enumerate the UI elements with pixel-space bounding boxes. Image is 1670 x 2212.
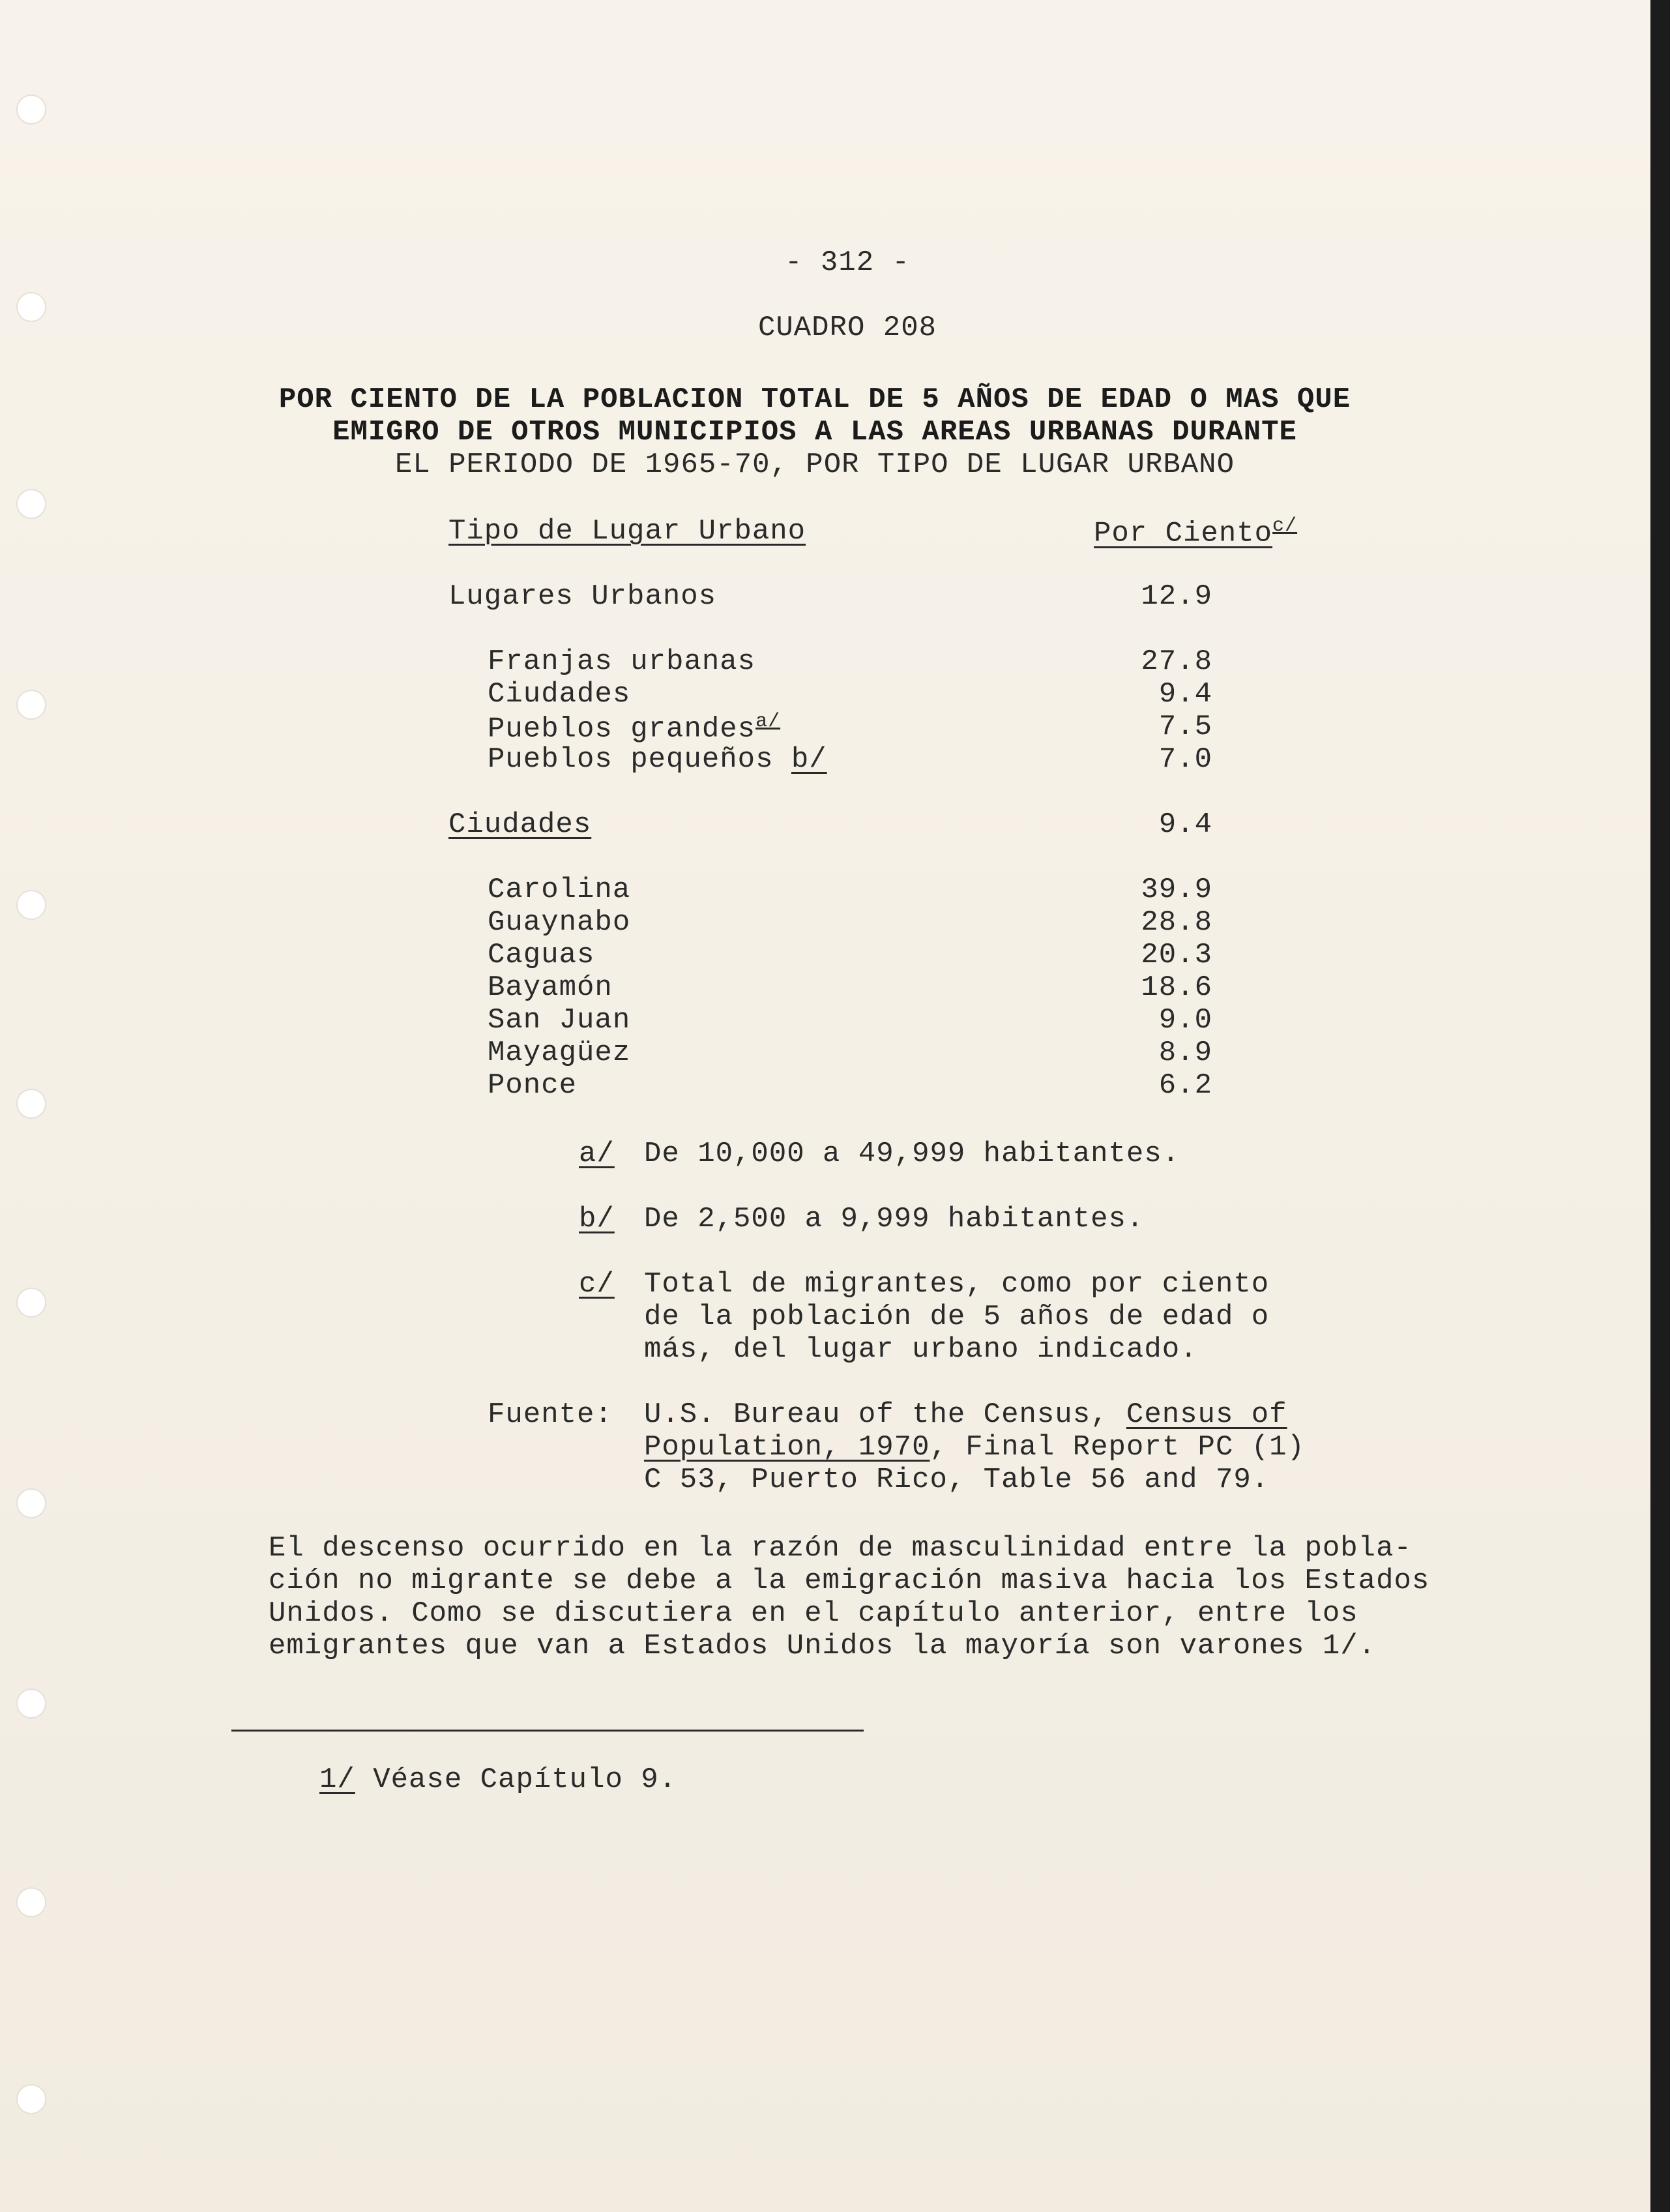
row-label: Ponce <box>488 1069 578 1102</box>
row-value: 9.4 <box>1158 678 1212 711</box>
row-value: 9.0 <box>1158 1004 1212 1037</box>
source-line <box>644 1398 1287 1431</box>
row-label: Bayamón <box>488 971 613 1004</box>
note-text: Total de migrantes, como por ciento <box>644 1268 1270 1301</box>
row-label-lugares-urbanos: Lugares Urbanos <box>448 580 717 613</box>
row-label: Pueblos pequeños <box>488 743 791 776</box>
row-label: Guaynabo <box>488 906 631 939</box>
footnote-ref-c: c/ <box>1272 515 1298 537</box>
paragraph-line: El descenso ocurrido en la razón de masculinidad entre la pobla- <box>269 1532 1412 1565</box>
footnote-text: Véase Capítulo 9. <box>373 1763 677 1796</box>
source-label: Fuente: <box>488 1398 613 1431</box>
row-value: 27.8 <box>1141 645 1212 678</box>
binder-hole <box>16 1089 46 1119</box>
row-value: 28.8 <box>1141 906 1212 939</box>
table-id: CUADRO 208 <box>757 312 937 344</box>
row-value: 9.4 <box>1158 808 1212 841</box>
scan-edge <box>1650 0 1670 2212</box>
row-label: Caguas <box>488 939 595 971</box>
column-header-por-ciento <box>1094 515 1297 550</box>
binder-hole <box>16 1887 46 1917</box>
row-label-ciudades: Ciudades <box>448 808 592 841</box>
table-title-line: EL PERIODO DE 1965-70, POR TIPO DE LUGAR URBANO <box>394 449 1235 481</box>
source-text: U.S. Bureau of the Census, <box>644 1398 1126 1431</box>
row-value: 7.0 <box>1158 743 1212 776</box>
footnote-ref-b: b/ <box>791 743 827 776</box>
binder-hole <box>16 2084 46 2114</box>
note-mark-a: a/ <box>579 1138 615 1170</box>
note-mark-b: b/ <box>579 1203 615 1235</box>
table-title-line: EMIGRO DE OTROS MUNICIPIOS A LAS AREAS URBANAS DURANTE <box>332 416 1297 449</box>
binder-hole <box>16 1288 46 1318</box>
column-header-tipo: Tipo de Lugar Urbano <box>448 515 806 548</box>
note-text: de la población de 5 años de edad o <box>644 1301 1270 1333</box>
binder-hole <box>16 890 46 920</box>
row-value: 8.9 <box>1158 1037 1212 1069</box>
footnote-mark: 1/ <box>319 1763 355 1796</box>
source-line <box>644 1431 1305 1464</box>
footnote-divider <box>231 1730 864 1732</box>
paragraph-line: emigrantes que van a Estados Unidos la mayoría son varones 1/. <box>269 1630 1377 1662</box>
footnote-ref-a: a/ <box>755 711 781 733</box>
row-label-pueblos-grandes <box>488 711 780 746</box>
source-title: Census of <box>1126 1398 1287 1431</box>
binder-hole <box>16 489 46 519</box>
row-label: San Juan <box>488 1004 631 1037</box>
row-value: 18.6 <box>1141 971 1212 1004</box>
row-label: Pueblos grandes <box>488 713 756 746</box>
binder-hole <box>16 292 46 322</box>
row-value: 12.9 <box>1141 580 1212 613</box>
row-label: Carolina <box>488 874 631 906</box>
row-value: 7.5 <box>1158 711 1212 743</box>
paragraph-line: Unidos. Como se discutiera en el capítulo anterior, entre los <box>269 1597 1358 1630</box>
binder-hole <box>16 95 46 125</box>
row-value: 20.3 <box>1141 939 1212 971</box>
paragraph-line: ción no migrante se debe a la emigración masiva hacia los Estados <box>269 1565 1430 1597</box>
table-title-line: POR CIENTO DE LA POBLACION TOTAL DE 5 AÑOS DE EDAD O MAS QUE <box>278 383 1351 416</box>
note-text: De 2,500 a 9,999 habitantes. <box>644 1203 1145 1235</box>
note-mark-c: c/ <box>579 1268 615 1301</box>
note-text: más, del lugar urbano indicado. <box>644 1333 1198 1366</box>
note-text: De 10,000 a 49,999 habitantes. <box>644 1138 1180 1170</box>
row-label: Ciudades <box>488 678 631 711</box>
row-label: Mayagüez <box>488 1037 631 1069</box>
source-title: Population, 1970 <box>644 1431 930 1464</box>
row-value: 6.2 <box>1158 1069 1212 1102</box>
column-header-label: Por Ciento <box>1094 517 1273 550</box>
row-label: Franjas urbanas <box>488 645 756 678</box>
row-value: 39.9 <box>1141 874 1212 906</box>
binder-hole <box>16 1688 46 1718</box>
row-label-pueblos-pequenos <box>488 743 827 776</box>
footnote <box>319 1763 677 1796</box>
source-line: C 53, Puerto Rico, Table 56 and 79. <box>644 1464 1270 1496</box>
page-number: - 312 - <box>785 246 910 279</box>
binder-hole <box>16 1488 46 1518</box>
source-text: , Final Report PC (1) <box>930 1431 1305 1464</box>
binder-hole <box>16 690 46 720</box>
